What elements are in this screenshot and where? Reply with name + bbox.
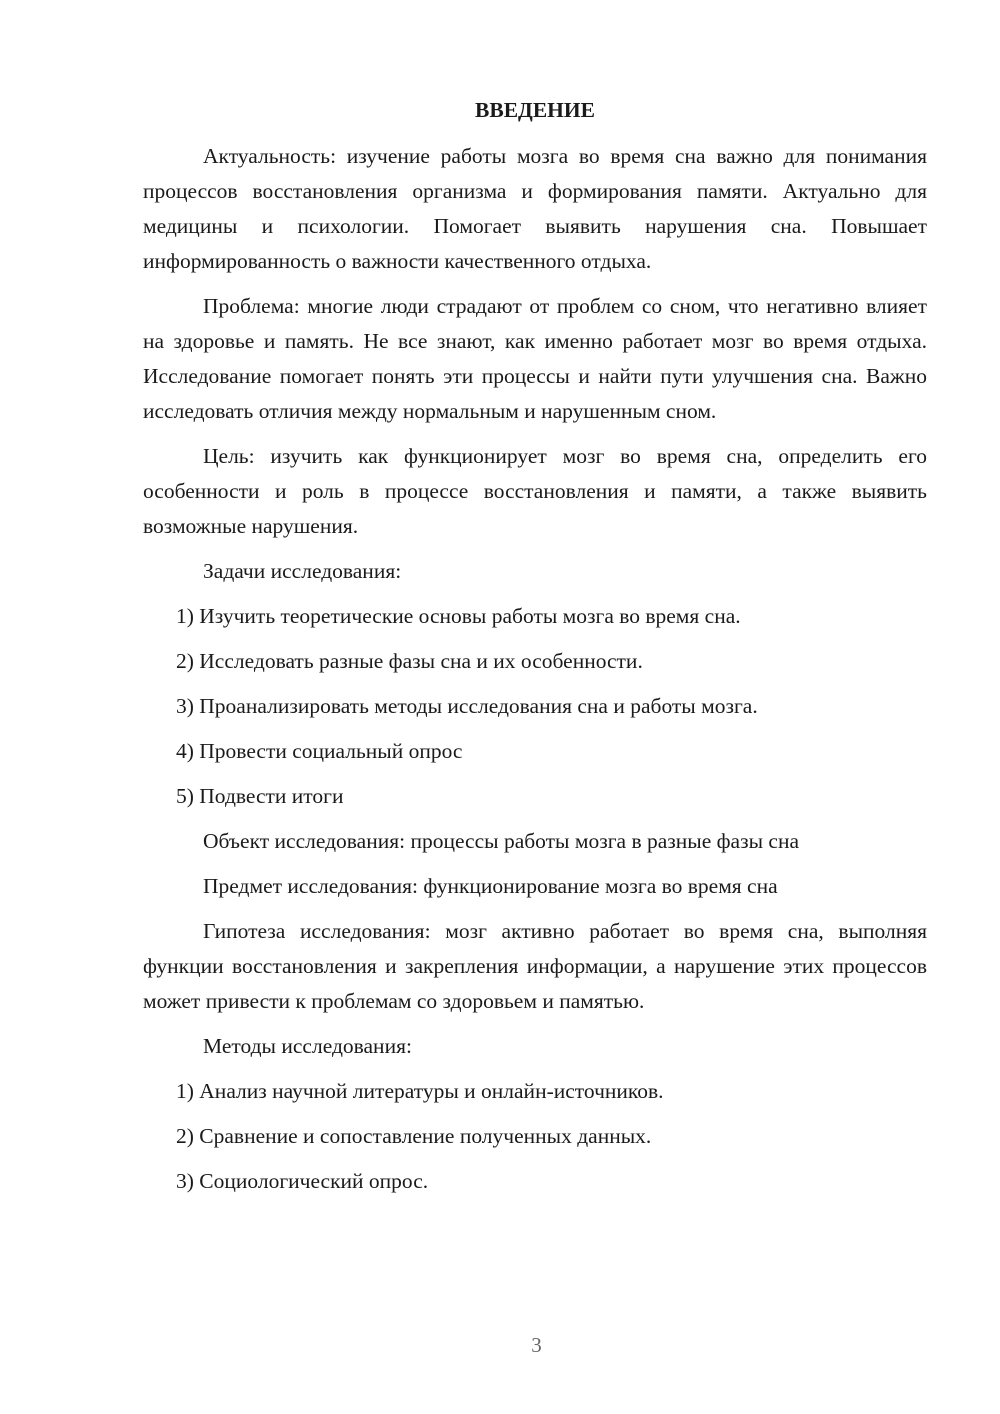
task-item: 5) Подвести итоги (176, 784, 344, 808)
subject-line: Предмет исследования: функционирование мозга во время сна (203, 874, 778, 898)
task-item: 1) Изучить теоретические основы работы мозга во время сна. (176, 604, 741, 628)
method-item: 1) Анализ научной литературы и онлайн-источников. (176, 1079, 664, 1103)
methods-list (143, 1074, 927, 1199)
task-item: 4) Провести социальный опрос (176, 739, 463, 763)
section-title: ВВЕДЕНИЕ (475, 98, 595, 122)
method-item: 3) Социологический опрос. (176, 1169, 429, 1193)
tasks-heading: Задачи исследования: (203, 559, 402, 583)
task-item: 2) Исследовать разные фазы сна и их особенности. (176, 649, 643, 673)
method-item: 2) Сравнение и сопоставление полученных данных. (176, 1124, 652, 1148)
document-page (143, 95, 927, 1209)
methods-heading: Методы исследования: (203, 1034, 412, 1058)
goal-paragraph: Цель: изучить как функционирует мозг во время сна, определить его особенности и роль в процессе восстановления и памяти, а также выявить возможные нарушения. (143, 444, 927, 538)
hypothesis-paragraph: Гипотеза исследования: мозг активно работает во время сна, выполняя функции восстановления и закрепления информации, а нарушение этих процессов может привести к проблемам со здоровьем и памятью. (143, 919, 927, 1013)
page-number: 3 (531, 1333, 542, 1357)
object-line: Объект исследования: процессы работы мозга в разные фазы сна (203, 829, 800, 853)
problem-paragraph: Проблема: многие люди страдают от проблем со сном, что негативно влияет на здоровье и память. Не все знают, как именно работает мозг во время отдыха. Исследование помогает понять эти процессы и найти пути улучшения сна. Важно исследовать отличия между нормальным и нарушенным сном. (143, 294, 927, 423)
relevance-paragraph: Актуальность: изучение работы мозга во время сна важно для понимания процессов восстановления организма и формирования памяти. Актуально для медицины и психологии. Помогает выявить нарушения сна. Повышает информированность о важности качественного отдыха. (143, 144, 927, 273)
task-item: 3) Проанализировать методы исследования сна и работы мозга. (176, 694, 758, 718)
tasks-list (143, 599, 927, 814)
